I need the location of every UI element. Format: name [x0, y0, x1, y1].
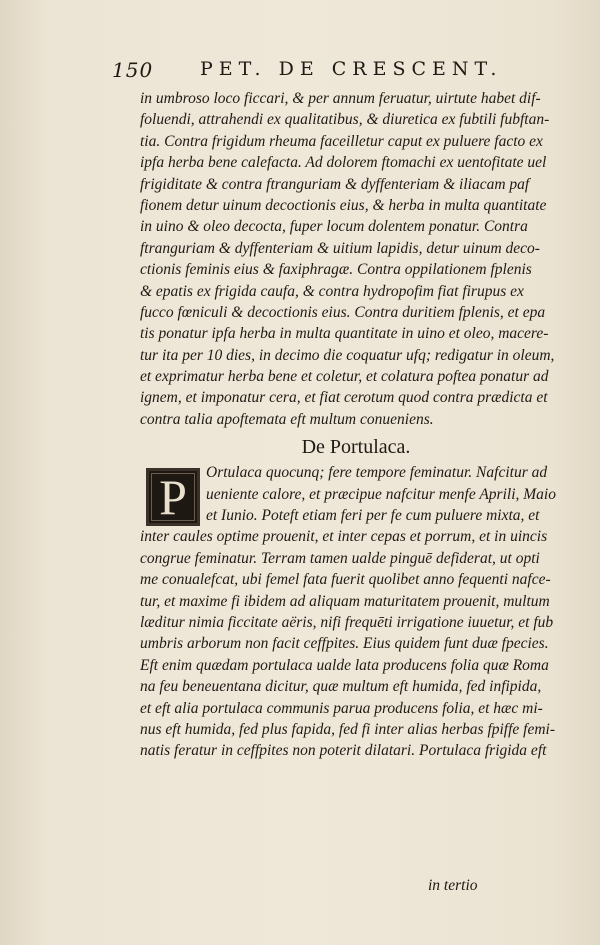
decorated-initial: P	[146, 468, 200, 526]
text-line: ctionis feminis eius & faxiphragæ. Contra oppilationem fplenis	[140, 261, 532, 279]
text-line: & epatis ex frigida caufa, & contra hydropofim fiat firupus ex	[140, 282, 524, 300]
text-line: ueniente calore, et præcipue nafcitur menfe Aprili, Maio	[206, 485, 556, 503]
section-heading: De Portulaca.	[301, 436, 411, 459]
text-line: fionem detur uinum decoctionis eius, & herba in multa quantitate	[140, 196, 547, 214]
text-line: tis ponatur ipfa herba in multa quantitate in uino et oleo, macere-	[140, 325, 549, 343]
text-line: et exprimatur herba bene et coletur, et colatura poftea ponatur ad	[140, 368, 549, 386]
running-title: PET. DE CRESCENT.	[200, 58, 503, 80]
paragraph-1	[140, 88, 572, 430]
text-line: læditur nimia ficcitate aëris, nifi frequēti irrigatione iuuetur, et fub	[140, 613, 554, 631]
text-line: tur, et maxime fi ibidem ad aliquam maturitatem prouenit, multum	[140, 592, 550, 610]
text-line: et Iunio. Poteft etiam feri per fe cum puluere mixta, et	[206, 507, 540, 525]
text-line: ipfa herba bene calefacta. Ad dolorem ftomachi ex uentofitate uel	[140, 154, 547, 172]
text-line: foluendi, attrahendi ex qualitatibus, & diuretica ex fubtili fubftan-	[140, 111, 550, 129]
text-line: et eft alia portulaca communis parua producens folia, et hæc mi-	[140, 699, 543, 717]
text-line: contra talia apoftemata eft multum conueniens.	[140, 410, 434, 428]
text-line: fucco fœniculi & decoctionis eius. Contra duritiem fplenis, et epa	[140, 303, 546, 321]
text-line: me conualefcat, ubi femel fata fuerit quolibet anno fequenti nafce-	[140, 571, 551, 589]
text-line: inter caules optime prouenit, et inter cepas et porrum, et in uincis	[140, 528, 548, 546]
text-line: Ortulaca quocunq; fere tempore feminatur. Nafcitur ad	[206, 464, 548, 482]
text-line: natis feratur in ceffpites non poterit dilatari. Portulaca frigida eft	[140, 742, 547, 760]
text-line: umbris arborum non facit ceffpites. Eius quidem funt duæ fpecies.	[140, 635, 549, 653]
page-header	[112, 58, 532, 82]
page-number: 150	[112, 58, 154, 82]
text-line: in uino & oleo decocta, fuper locum dolentem ponatur. Contra	[140, 218, 528, 236]
text-line: tur ita per 10 dies, in decimo die coquatur ufq; redigatur in oleum,	[140, 346, 555, 364]
text-line: congrue feminatur. Terram tamen ualde pinguē defiderat, ut opti	[140, 549, 540, 567]
text-line: na feu beneuentana dicitur, quæ multum eft humida, fed infipida,	[140, 678, 542, 696]
text-body	[140, 88, 572, 762]
text-line: ignem, et imponatur cera, et fiat cerotum quod contra prædicta et	[140, 389, 548, 407]
text-line: frigiditate & contra ftranguriam & dyffenteriam & iliacam paf	[140, 175, 530, 193]
text-line: nus eft humida, fed plus fapida, fed fi inter alias herbas fpiffe femi-	[140, 720, 556, 738]
text-line: tia. Contra frigidum rheuma faceilletur caput ex puluere facto ex	[140, 132, 543, 150]
section-body	[140, 462, 572, 761]
catchword: in tertio	[428, 877, 478, 894]
text-line: Eft enim quædam portulaca ualde lata producens folia quæ Roma	[140, 656, 549, 674]
text-line: ftranguriam & dyffenteriam & uitium lapidis, detur uinum deco-	[140, 239, 540, 257]
text-line: in umbroso loco ficcari, & per annum feruatur, uirtute habet dif-	[140, 90, 541, 107]
